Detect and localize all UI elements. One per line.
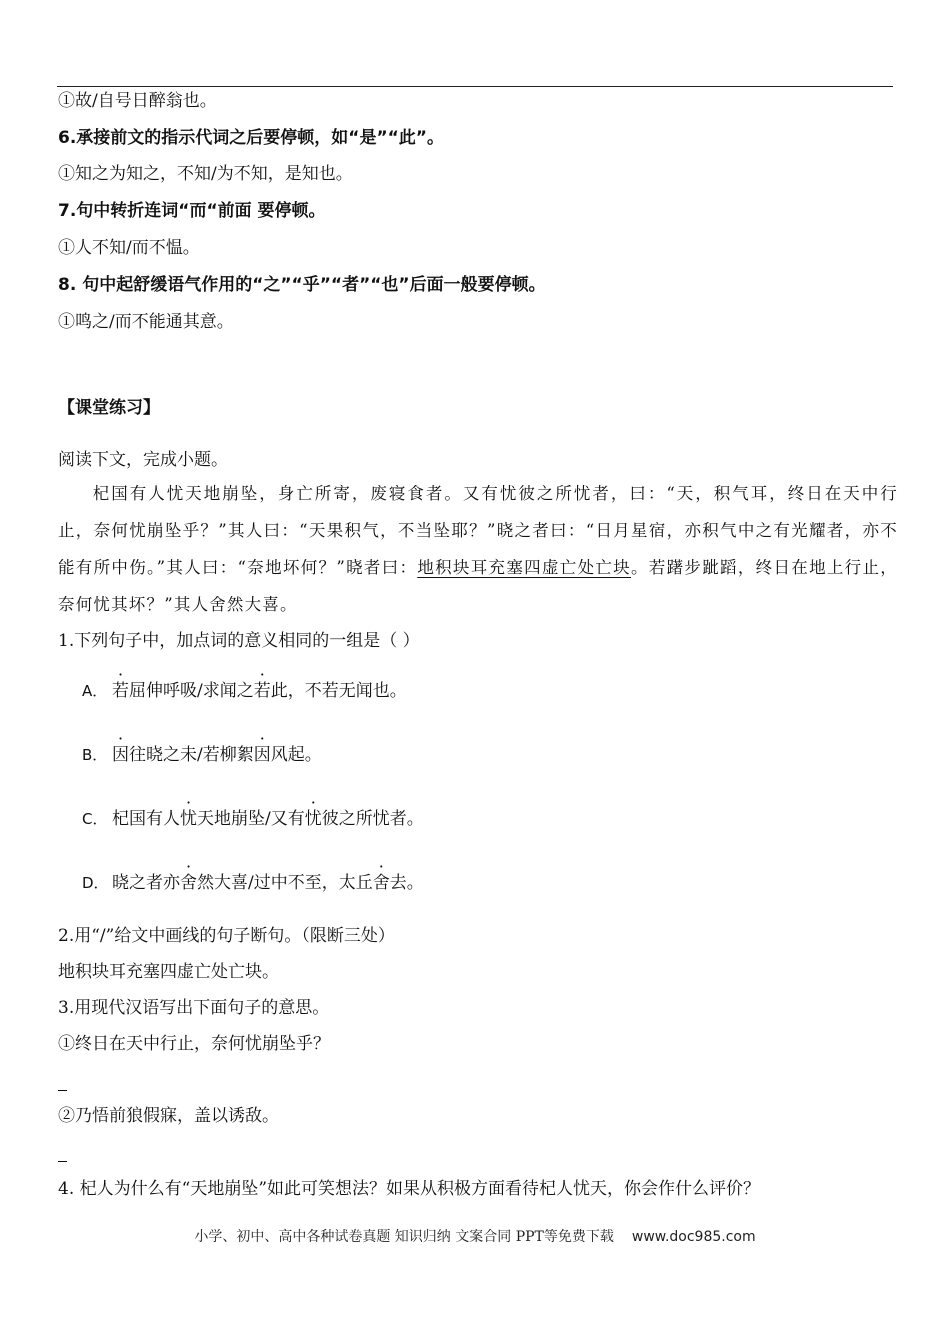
rule8-example: ①鸣之/而不能通其意。: [58, 312, 234, 332]
rule8-title: 8. 句中起舒缓语气作用的“之”“乎”“者”“也”后面一般要停顿。: [58, 275, 546, 295]
question-3: 3.用现代汉语写出下面句子的意思。: [58, 998, 330, 1018]
question-3-item-2: ②乃悟前狼假寐，盖以诱敌。: [58, 1106, 279, 1126]
header-rule: [57, 86, 893, 87]
section-heading: 【课堂练习】: [58, 398, 160, 418]
answer-blank: [58, 1090, 67, 1091]
dotted-word: 因: [112, 745, 129, 765]
instruction: 阅读下文，完成小题。: [58, 450, 228, 470]
footer-url[interactable]: www.doc985.com: [631, 1229, 756, 1245]
dotted-word: 因: [253, 745, 271, 765]
passage-part1: 杞国有人忧天地崩坠，身亡所寄，废寝食者。又有忧彼之所忧者，曰：“天，积气耳，终日在天中行止，奈何忧崩坠乎？”其人曰：“天果积气，不当坠耶？”晓之者曰：“日月星宿，亦积气中之有光耀者，亦不能有所中伤。”其人曰：“奈地坏何？”晓者曰：: [58, 484, 898, 577]
rule7-title: 7.句中转折连词“而“前面 要停顿。: [58, 201, 326, 221]
rule6-example: ①知之为知之，不知/为不知，是知也。: [58, 164, 353, 184]
passage-underlined-sentence: 地积块耳充塞四虚亡处亡块: [417, 558, 631, 577]
passage: [58, 475, 898, 623]
question-2: 2.用“/”给文中画线的句子断句。（限断三处）: [58, 926, 395, 946]
dotted-word: 舍: [180, 873, 197, 893]
question-2-sentence: 地积块耳充塞四虚亡处亡块。: [58, 962, 279, 982]
option-letter: C．: [82, 810, 108, 828]
dotted-word: 舍: [372, 873, 390, 893]
question-3-item-1: ①终日在天中行止，奈何忧崩坠乎？: [58, 1034, 330, 1054]
option-b: B． 因往晓之未/若柳絮因风起。: [82, 745, 322, 765]
footer-text: 小学、初中、高中各种试卷真题 知识归纳 文案合同 PPT等免费下载: [194, 1229, 614, 1245]
rule5-example: ①故/自号日醉翁也。: [58, 91, 217, 111]
option-letter: B．: [82, 746, 108, 764]
option-letter: D．: [82, 874, 109, 892]
passage-part2: 。若躇步跐蹈，终日在地上行止，奈何忧其坏？”其人舍然大喜。: [58, 558, 898, 614]
answer-blank: [58, 1161, 67, 1162]
dotted-word: 忧: [304, 809, 322, 829]
rule7-example: ①人不知/而不愠。: [58, 238, 200, 258]
option-a: A． 若屈伸呼吸/求闻之若此，不若无闻也。: [82, 681, 407, 701]
question-4: 4. 杞人为什么有“天地崩坠”如此可笑想法？如果从积极方面看待杞人忧天，你会作什么评价？: [58, 1179, 761, 1199]
dotted-word: 若: [253, 681, 271, 701]
option-letter: A．: [82, 682, 108, 700]
page-footer: [0, 1226, 950, 1246]
option-d: D． 晓之者亦舍然大喜/过中不至，太丘舍去。: [82, 873, 424, 893]
rule6-title: 6.承接前文的指示代词之后要停顿，如“是”“此”。: [58, 128, 444, 148]
question-1: 1.下列句子中，加点词的意义相同的一组是（ ）: [58, 631, 420, 651]
option-c: C． 杞国有人忧天地崩坠/又有忧彼之所忧者。: [82, 809, 424, 829]
dotted-word: 若: [112, 681, 129, 701]
dotted-word: 忧: [180, 809, 197, 829]
